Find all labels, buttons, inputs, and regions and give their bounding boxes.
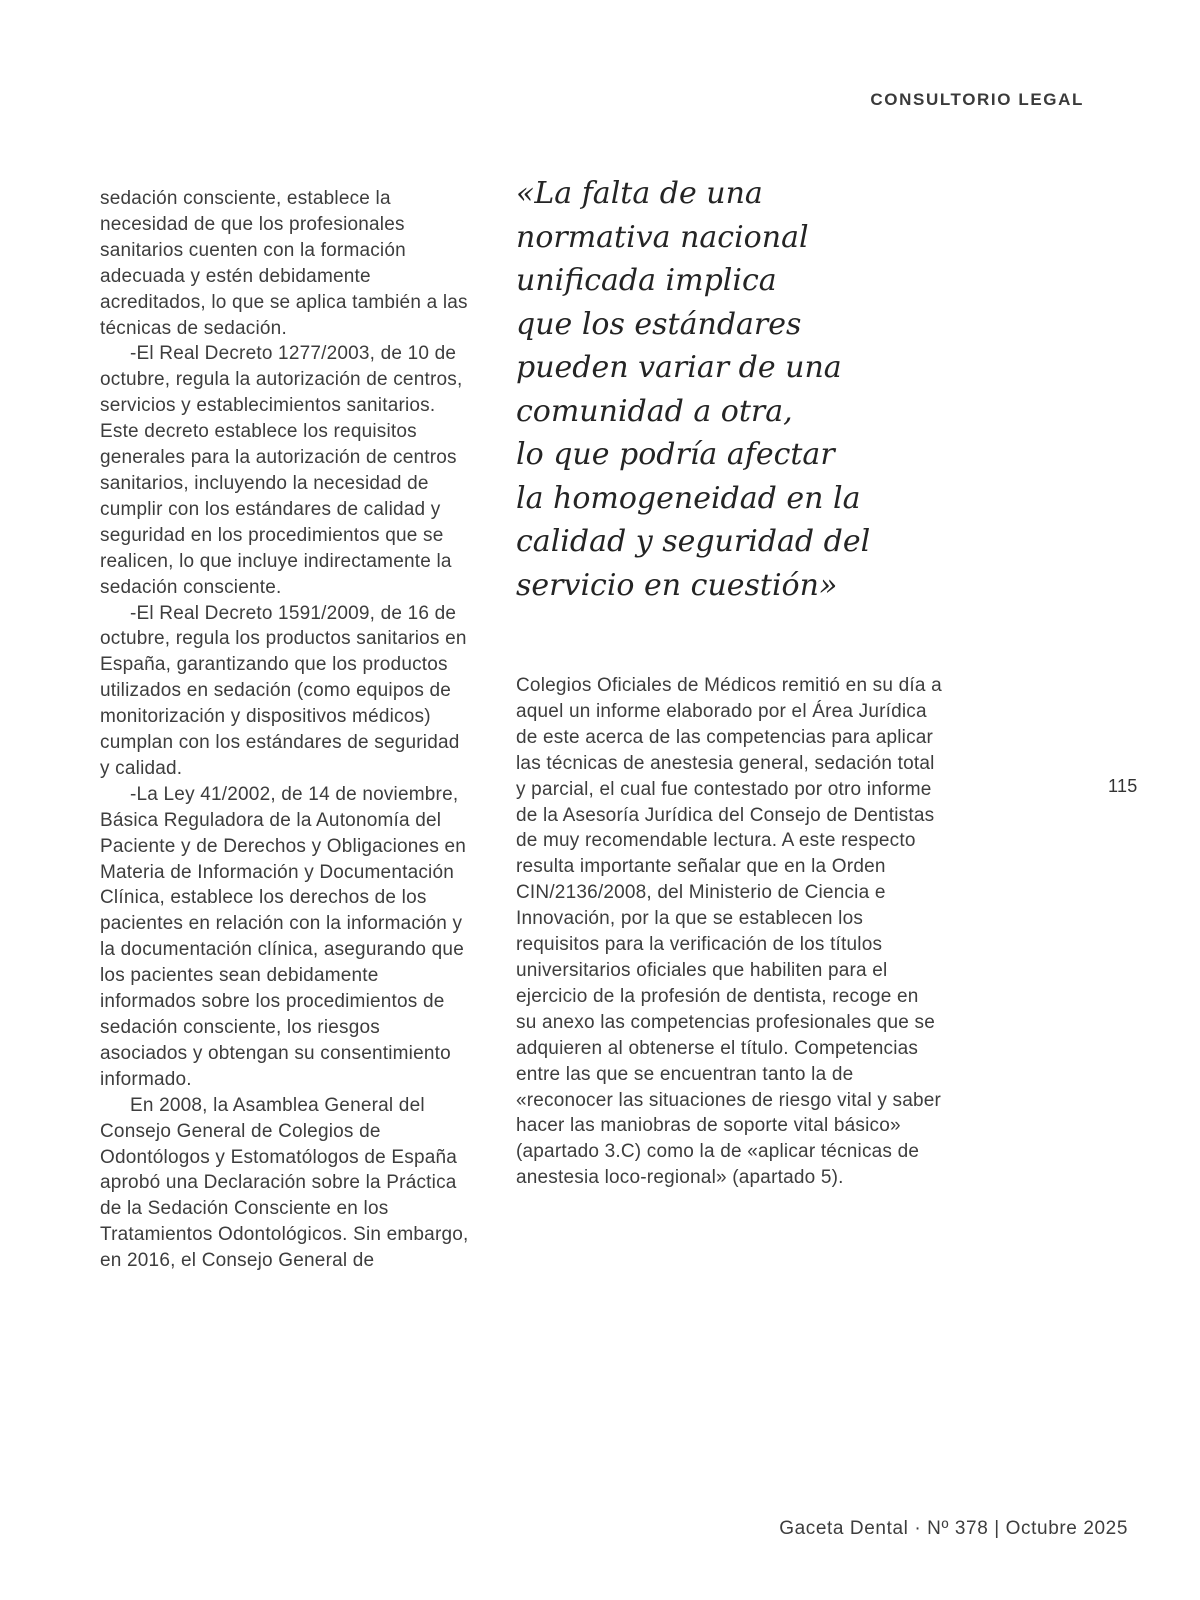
left-column [100,186,470,1274]
pull-quote-line: la homogeneidad en la [516,480,861,516]
right-column [516,172,942,1191]
pull-quote-line: normativa nacional [516,219,809,255]
pull-quote-line: servicio en cuestión» [516,567,838,603]
pull-quote-line: lo que podría afectar [516,437,835,472]
pull-quote-line: comunidad a otra, [516,393,793,429]
right-column-body [516,673,942,1191]
body-paragraph: Colegios Oficiales de Médicos remitió en su día a aquel un informe elaborado por el Área Jurídica de este acerca de las competencias para aplicar las técnicas de anestesia general, sedación total y parcial, el cual fue contestado por otro informe de la Asesoría Jurídica del Consejo de Dentistas de muy recomendable lectura. A este respecto resulta importante señalar que en la Orden CIN/2136/2008, del Ministerio de Ciencia e Innovación, por la que se establecen los requisitos para la verificación de los títulos universitarios oficiales que habiliten para el ejercicio de la profesión de dentista, recoge en su anexo las competencias profesionales que se adquieren al obtenerse el título. Competencias entre las que se encuentran tanto la de «reconocer las situaciones de riesgo vital y saber hacer las maniobras de soporte vital básico» (apartado 3.C) como la de «aplicar técnicas de anestesia loco-regional» (apartado 5). [516,675,942,1189]
pull-quote-line: que los estándares [516,306,802,342]
pull-quote-line: pueden variar de una [516,350,842,385]
pull-quote [516,172,942,607]
body-paragraph: -La Ley 41/2002, de 14 de noviembre, Básica Reguladora de la Autonomía del Paciente y de Derechos y Obligaciones en Materia de Información y Documentación Clínica, establece los derechos de los pacientes en relación con la información y la documentación clínica, asegurando que los pacientes sean debidamente informados sobre los procedimientos de sedación consciente, los riesgos asociados y obtengan su consentimiento informado. [100,783,467,1090]
footer-publication-info: Gaceta Dental · Nº 378 | Octubre 2025 [779,1518,1128,1539]
pull-quote-line: calidad y seguridad del [516,524,871,559]
body-paragraph: sedación consciente, establece la necesidad de que los profesionales sanitarios cuenten con la formación adecuada y estén debidamente acreditados, lo que se aplica también a las técnicas de sedación. [100,188,468,339]
body-paragraph: En 2008, la Asamblea General del Consejo General de Colegios de Odontólogos y Estomatólogos de España aprobó una Declaración sobre la Práctica de la Sedación Consciente en los Tratamientos Odontológicos. Sin embargo, en 2016, el Consejo General de [100,1094,469,1272]
pull-quote-line: «La falta de una [516,176,763,211]
section-title: CONSULTORIO LEGAL [870,90,1084,109]
pull-quote-line: unificada implica [516,263,777,298]
body-paragraph: -El Real Decreto 1591/2009, de 16 de octubre, regula los productos sanitarios en España, garantizando que los productos utilizados en sedación (como equipos de monitorización y dispositivos médicos) cumplan con los estándares de seguridad y calidad. [100,602,467,779]
body-paragraph: -El Real Decreto 1277/2003, de 10 de octubre, regula la autorización de centros, servicios y establecimientos sanitarios. Este decreto establece los requisitos generales para la autorización de centros sanitarios, incluyendo la necesidad de cumplir con los estándares de calidad y seguridad en los procedimientos que se realicen, lo que incluye indirectamente la sedación consciente. [100,343,463,598]
page-number: 115 [1108,776,1138,796]
